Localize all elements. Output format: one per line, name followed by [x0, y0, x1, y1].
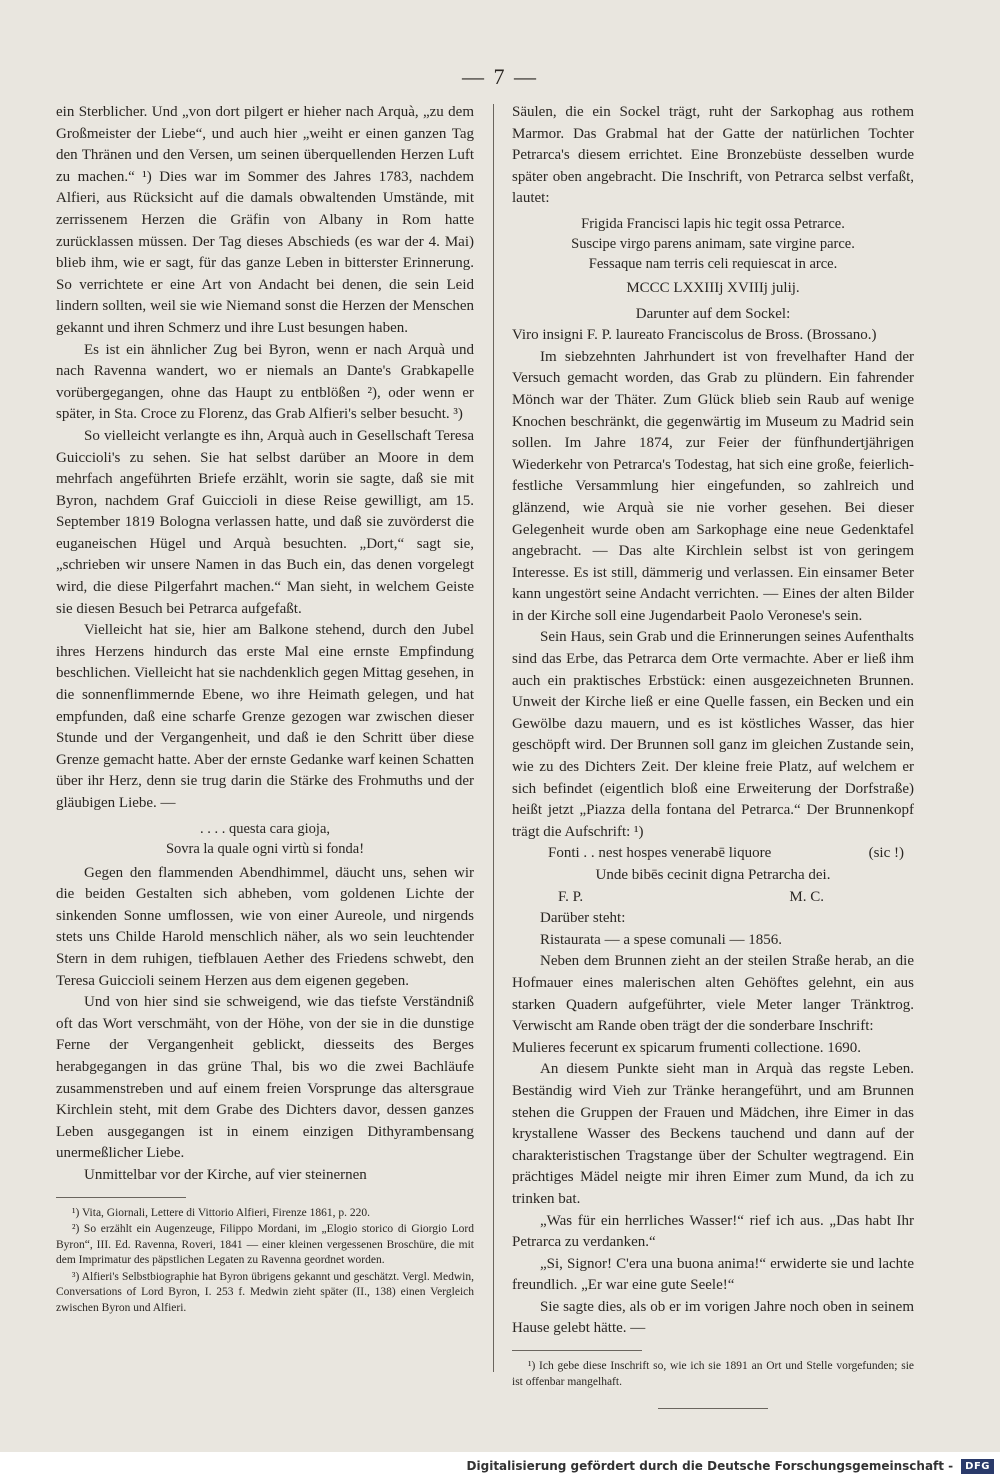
label-line: Darüber steht:	[540, 910, 626, 927]
footnote: ¹) Vita, Giornali, Lettere di Vittorio Alfieri, Firenze 1861, p. 220.	[72, 1206, 371, 1219]
signature-right: M. C.	[789, 888, 824, 905]
pedestal-inscription: Viro insigni F. P. laureato Franciscolus de Bross. (Brossano.)	[512, 327, 877, 344]
paragraph: Sein Haus, sein Grab und die Erinnerungen seines Aufenthalts sind das Erbe, das Petrarca dem Orte vermachte. Aber er ließ ihm auch ein praktisches Erbstück: einen ausgezeichneten Brunnen. Unweit der Kirche ließ er eine Quelle fassen, ein Becken und ein Gewölbe dazu mauern, und es ist köstliches Wasser, das hier geschöpft wird. Der Brunnen soll ganz im gleichen Zustande sein, wie zu des Dichters Zeit. Der kleine freie Platz, auf welchem er sich befindet (eigentlich bloß eine Erweiterung der Dorfstraße) heißt jetzt „Piazza della fontana del Petrarca.“ Der Brunnenkopf trägt die Aufschrift: ¹)	[512, 629, 914, 840]
signature-left: F. P.	[558, 888, 584, 905]
paragraph: Vielleicht hat sie, hier am Balkone stehend, durch den Jubel ihres Herzens hindurch das erste Mal eine ernste Empfindung beschlichen. Vielleicht hat sie nachdenklich gegen Mittag gesehen, in die sonnenflimmernde Ebene, wo ihre Heimath gelegen, und hat empfunden, daß eine scharfe Grenze gezogen war zwischen dieser Stunde und der Vergangenheit, und daß ie den Schritt über diese Grenze gemacht hatte. Aber der ernste Gedanke warf keinen Schatten über ihr Herz, denn sie trug darin die Stärke des Frohmuths und der gläubigen Liebe. —	[56, 622, 474, 811]
verse-line: Sovra la quale ogni virtù si fonda!	[165, 840, 365, 857]
right-column	[512, 102, 914, 1409]
latin-inscription	[512, 214, 914, 274]
inscription-line: Unde bibēs cecinit digna Petrarcha dei.	[595, 867, 831, 883]
paragraph: Es ist ein ähnlicher Zug bei Byron, wenn er nach Arquà und nach Ravenna wandert, wo er niemals an Dante's Grabkapelle vorübergegangen, ohne das Haupt zu entblößen ²), oder wenn er später, in Sta. Croce zu Florenz, das Grab Alfieri's selber besucht. ³)	[56, 341, 474, 423]
paragraph: Und von hier sind sie schweigend, wie das tiefste Verständniß oft das Wort verschmäht, von der Höhe, von der sie in die dunstige Ferne der Vergangenheit geblickt, diesseits des Berges herabgegangen in das grüne Thal, bis wo die zwei Bachläufe zusammenstreben und auf einem freien Vorsprunge das altersgraue Kirchlein steht, mit dem Grabe des Dichters davor, dessen ganzes Leben ausgegangen ist in einem einzigen Dithyrambensang unermeßlicher Liebe.	[56, 994, 474, 1162]
inscription-line: Suscipe virgo parens animam, sate virgine parce.	[571, 235, 855, 252]
verse-quote	[56, 819, 474, 859]
verse-line: . . . . questa cara gioja,	[199, 820, 331, 837]
footnotes	[56, 1206, 474, 1317]
footnote-rule	[512, 1350, 642, 1351]
paragraph: Neben dem Brunnen zieht an der steilen Straße herab, an die Hofmauer eines malerischen alten Gehöftes gelehnt, ein aus starken Quadern aufgeführter, viele Meter langer Tränktrog. Verwischt am Rande oben trägt der die sonderbare Inschrift:	[512, 953, 914, 1035]
sic-note: (sic !)	[868, 845, 904, 862]
paragraph: „Si, Signor! C'era una buona anima!“ erwiderte sie und lachte freundlich. „Er war eine gute Seele!“	[512, 1255, 914, 1294]
end-rule	[658, 1408, 768, 1409]
column-divider	[493, 104, 494, 1372]
paragraph: So vielleicht verlangte es ihn, Arquà auch in Gesellschaft Teresa Guiccioli's zu sehen. Sie hat selbst darüber an Moore in dem mehrfach angeführten Briefe erzählt, worin sie sagte, daß sie mit Byron, nachdem Graf Guiccioli in diese Reise gewilligt, am 15. September 1819 Bologna verlassen hatte, und daß sie zuvörderst die euganeischen Hügel und Arquà besuchten. „Dort,“ sagt sie, „schrieben wir unsere Namen in das Buch ein, das denen vorgelegt wird, die diese Pilgerfahrt machen.“ Man sieht, in welchem Geiste sie diesen Besuch bei Petrarca aufgefaßt.	[56, 427, 474, 617]
label-line: Darunter auf dem Sockel:	[635, 305, 791, 322]
paragraph: ein Sterblicher. Und „von dort pilgert er hieher nach Arquà, „zu dem Großmeister der Liebe“, und auch hier „weiht er einen ganzen Tag den Thränen und den Versen, um seinen überquellenden Herzen Luft zu machen.“ ¹) Dies war im Sommer des Jahres 1783, nachdem Alfieri, aus Rücksicht auf die damals obwaltenden Umstände, mit zerrissenem Herzen die Gräfin von Albany in Rom hatte zurücklassen müssen. Der Tag dieses Abschieds (es war der 4. Mai) blieb ihm, wie er sagt, für das ganze Leben in bitterster Erinnerung. So verrichtete er eine Art von Andacht bei denen, die sein Leid lindern sollten, weil sie wie Niemand sonst die Herzen der Menschen gekannt und ihren Schmerz und ihre Lust besungen haben.	[56, 104, 474, 336]
fountain-inscription-line	[512, 843, 914, 865]
paragraph: Unmittelbar vor der Kirche, auf vier steinernen	[84, 1166, 367, 1183]
paragraph: Sie sagte dies, als ob er im vorigen Jahre noch oben in seinem Hause gelebt hätte. —	[512, 1298, 914, 1337]
paragraph: Säulen, die ein Sockel trägt, ruht der Sarkophag aus rothem Marmor. Das Grabmal hat der Gatte der natürlichen Tochter Petrarca's diesem errichtet. Eine Bronzebüste desselben wurde später oben angebracht. Die Inschrift, von Petrarca selbst verfaßt, lautet:	[512, 104, 914, 207]
footnotes	[512, 1359, 914, 1390]
paragraph: Gegen den flammenden Abendhimmel, däucht uns, sehen wir die beiden Gestalten sich abheben, vom goldenen Lichte der sinkenden Sonne umflossen, wie von einer Aureole, und nirgends stets uns Childe Harold menschlich näher, als wo sein leuchtender Stern in dem ruhigen, tiefblauen Aether des Friedens schwebt, den Teresa Guiccioli seinem Herzen aus dem eigenen gegeben.	[56, 864, 474, 989]
footnote-rule	[56, 1197, 186, 1198]
trough-inscription: Mulieres fecerunt ex spicarum frumenti collectione. 1690.	[512, 1039, 862, 1056]
restoration-inscription: Ristaurata — a spese comunali — 1856.	[540, 931, 783, 948]
paragraph: An diesem Punkte sieht man in Arquà das regste Leben. Beständig wird Vieh zur Tränke herangeführt, und am Brunnen stehen die Gruppen der Frauen und Mädchen, ihre Eimer in das krystallene Wasser des Beckens tauchend und dann auf der charakteristischen Tragstange über der Schulter wegtragend. Ein prächtiges Mädel neigte mir ihren Eimer zum Mund, da ich zu trinken bat.	[512, 1061, 914, 1207]
paragraph: „Was für ein herrliches Wasser!“ rief ich aus. „Das habt Ihr Petrarca zu verdanken.“	[512, 1212, 914, 1251]
digitization-footer	[0, 1452, 1000, 1480]
inscription-text: Fonti . . nest hospes venerabē liquore	[548, 845, 772, 862]
footnote: ²) So erzählt ein Augenzeuge, Filippo Mordani, im „Elogio storico di Giorgio Lord Byron“, III. Ed. Ravenna, Roveri, 1841 — einer kleinen vergessenen Broschüre, die mit dem Imprimatur des päpstlichen Legaten zu Ravenna geordnet worden.	[56, 1223, 474, 1266]
inscription-line: Fessaque nam terris celi requiescat in arce.	[588, 255, 838, 272]
footnote: ³) Alfieri's Selbstbiographie hat Byron übrigens gekannt und geschätzt. Vergl. Medwin, Conversations of Lord Byron, I. 253 f. Medwin zieht später (II., 138) einen Vergleich zwischen Byron und Alfieri.	[56, 1270, 474, 1314]
inscription-line: Frigida Francisci lapis hic tegit ossa Petrarce.	[581, 215, 845, 232]
dfg-logo-icon: DFG	[961, 1459, 994, 1474]
inscription-date: MCCC LXXIIIj XVIIIj julij.	[626, 279, 800, 296]
left-column	[56, 102, 474, 1317]
inscription-signature	[512, 887, 914, 909]
page-number: — 7 —	[462, 64, 538, 89]
funding-credit: Digitalisierung gefördert durch die Deutsche Forschungsgemeinschaft -	[466, 1459, 954, 1473]
footnote: ¹) Ich gebe diese Inschrift so, wie ich sie 1891 an Ort und Stelle vorgefunden; sie ist offenbar mangelhaft.	[512, 1360, 914, 1388]
paragraph: Im siebzehnten Jahrhundert ist von frevelhafter Hand der Versuch gemacht worden, das Grab zu plündern. Ein fahrender Mönch war der Thäter. Zum Glück blieb sein Raub auf wenige Knochen beschränkt, die gegenwärtig im Museum zu Madrid sein sollen. Im Jahre 1874, zur Feier der fünfhundertjährigen Wiederkehr von Petrarca's Todestag, hat sich eine große, feierlich-festliche Versammlung hier eingefunden, so zahlreich und glänzend, wie Arquà sie nie vorher gesehen. Bei dieser Gelegenheit wurde oben am Sarkophage eine neue Gedenktafel angebracht. — Das alte Kirchlein selbst ist von geringem Interesse. Es ist still, dämmerig und verlassen. Ein einsamer Beter kann ungestört seine Andacht verrichten. — Eines der alten Bilder in der Kirche soll eine Jugendarbeit Paolo Veronese's sein.	[512, 348, 914, 624]
